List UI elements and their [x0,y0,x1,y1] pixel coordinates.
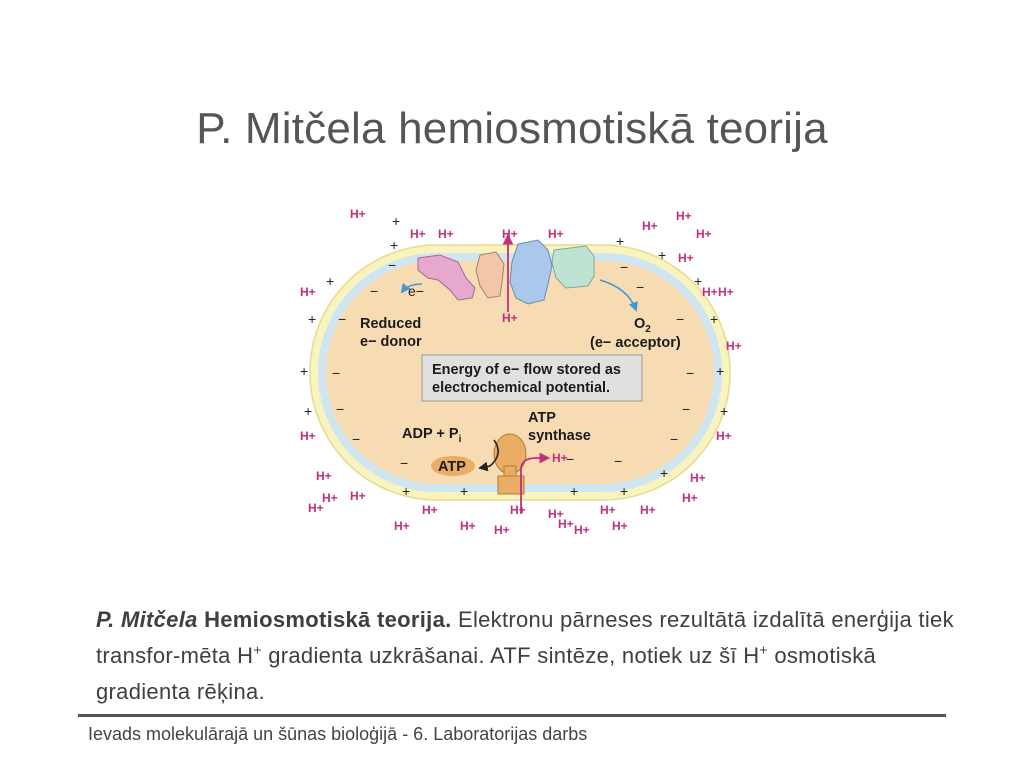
synthase-base [498,476,524,494]
plus-charge: + [308,311,317,327]
adp-label: ADP + $P_i$ [402,426,462,445]
reduced-donor-line2: e− donor [360,334,422,350]
caption-sup-1: + [253,641,262,658]
proton-mark: H+ [494,523,510,537]
acceptor-label: (e− acceptor) [590,335,681,351]
plus-charge: + [460,483,469,499]
atp-label: ATP [438,459,466,475]
synthase-label-line2: synthase [528,428,591,444]
minus-charge: − [370,283,379,299]
minus-charge: − [566,451,575,467]
footer-rule [78,714,946,717]
caption-text-1: Elektronu pārneses rezultātā izdalītā enerģija tiek transfor-mēta H [96,607,954,668]
plus-charge: + [716,363,725,379]
plus-charge: + [694,273,703,289]
proton-mark: H+ [308,501,324,515]
proton-mark: H+ [640,503,656,517]
slide-caption [96,602,966,710]
proton-mark: H+ [600,503,616,517]
caption-sup-2: + [759,641,768,658]
electron-label: e− [408,283,424,299]
proton-mark: H+ [690,471,706,485]
proton-mark: H+ [322,491,338,505]
plus-charge: + [660,465,669,481]
proton-mark: H+ [350,207,366,221]
proton-mark: H+ [548,227,564,241]
proton-mark: H+ [460,519,476,533]
plus-charge: + [658,247,667,263]
synthase-label-line1: ATP [528,410,556,426]
minus-charge: − [620,259,629,275]
proton-mark: H+ [612,519,628,533]
complex-blue [510,240,552,304]
plus-charge: + [620,483,629,499]
proton-mark: H+ [410,227,426,241]
plus-charge: + [616,233,625,249]
energy-box-line2: electrochemical potential. [432,380,611,396]
proton-mark: H+ [682,491,698,505]
proton-mark: H+ [726,339,742,353]
minus-charge: − [336,401,345,417]
proton-mark: H+ [300,429,316,443]
plus-charge: + [570,483,579,499]
plus-charge: + [300,363,309,379]
proton-mark: H+ [642,219,658,233]
energy-box-line1: Energy of e− flow stored as [432,362,621,378]
minus-charge: − [352,431,361,447]
slide-title: P. Mitčela hemiosmotiskā teorija [196,104,828,153]
minus-charge: − [686,365,695,381]
minus-charge: − [670,431,679,447]
reduced-donor-line1: Reduced [360,316,422,332]
proton-mark: H+ [438,227,454,241]
minus-charge: − [636,279,645,295]
proton-mark: H+ [422,503,438,517]
proton-mark: H+ [502,227,518,241]
proton-mark: H+ [394,519,410,533]
plus-charge: + [392,213,401,229]
plus-charge: + [710,311,719,327]
acceptor-o2: $O_2$ [634,316,651,335]
minus-charge: − [332,365,341,381]
proton-mark: H+ [558,517,574,531]
chemiosmosis-diagram [290,200,750,545]
proton-mark-inner: H+ [502,311,518,325]
proton-mark: H+ [548,507,564,521]
proton-mark: H+ [678,251,694,265]
proton-mark-synthase: H+ [552,451,568,465]
minus-charge: − [682,401,691,417]
proton-mark: H+ [350,489,366,503]
plus-charge: + [390,237,399,253]
proton-mark: H+ [510,503,526,517]
plus-charge: + [720,403,729,419]
minus-charge: − [614,453,623,469]
minus-charge: − [676,311,685,327]
caption-text-3: osmotiskā gradienta rēķina. [96,643,877,704]
caption-heading: Hemiosmotiskā teorija. [204,607,452,632]
proton-mark: H+ [696,227,712,241]
plus-charge: + [326,273,335,289]
plus-charge: + [402,483,411,499]
minus-charge: − [400,455,409,471]
caption-text-2: gradienta uzkrāšanai. ATF sintēze, notiek uz šī H [261,643,760,668]
proton-mark: H+ [716,429,732,443]
plus-charge: + [304,403,313,419]
minus-charge: − [388,257,397,273]
proton-mark: H+ [574,523,590,537]
proton-mark: H+ [718,285,734,299]
proton-mark: H+ [676,209,692,223]
minus-charge: − [338,311,347,327]
proton-mark: H+ [702,285,718,299]
caption-author: P. Mitčela [96,607,198,632]
proton-mark: H+ [300,285,316,299]
proton-mark: H+ [316,469,332,483]
slide-footer: Ievads molekulārajā un šūnas bioloģijā - 6. Laboratorijas darbs [88,724,588,744]
